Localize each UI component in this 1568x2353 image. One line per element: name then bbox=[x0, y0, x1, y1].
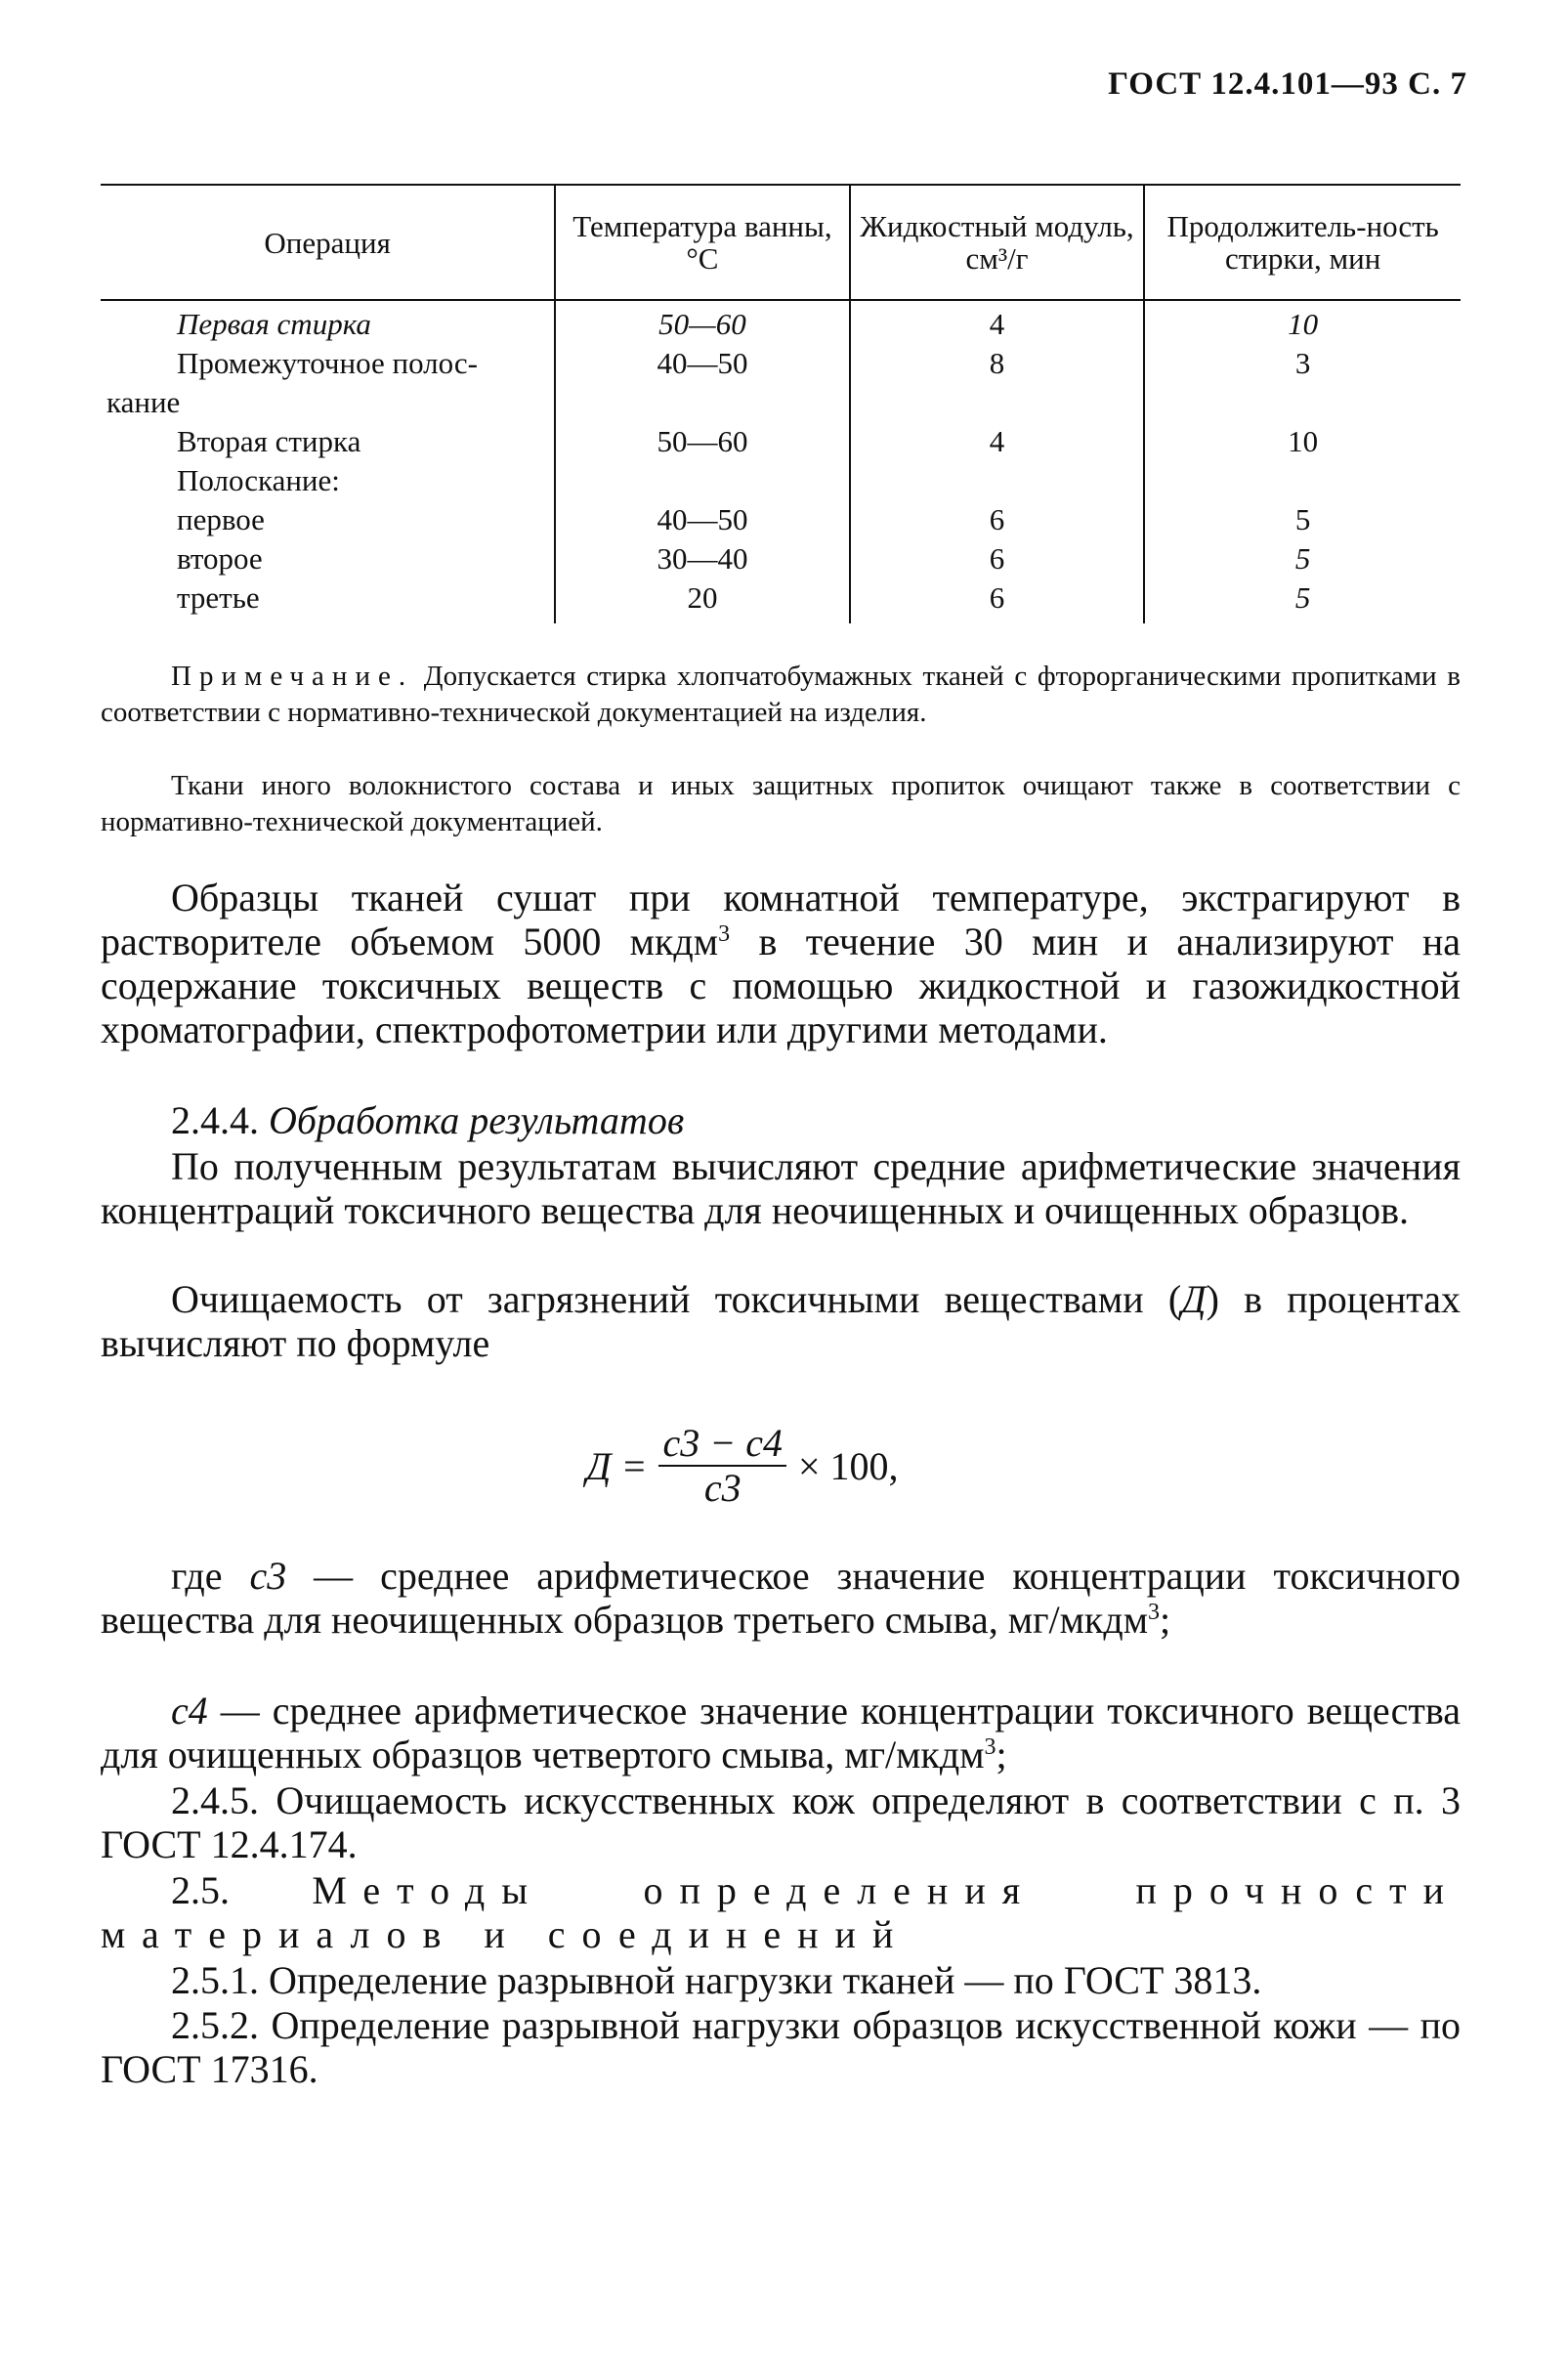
table-row bbox=[101, 300, 1461, 344]
where-c4: c4 — среднее арифметическое значение концентрации токсичного вещества для очищенных образцов четвертого смыва, мг/мкдм$^3$; bbox=[101, 1689, 1461, 1776]
cell-module: 6 bbox=[850, 500, 1145, 539]
page-header: ГОСТ 12.4.101—93 С. 7 bbox=[1108, 66, 1467, 102]
cell-module: 4 bbox=[850, 422, 1145, 461]
section-2-5-2: 2.5.2. Определение разрывной нагрузки образцов искусственной кожи — по ГОСТ 17316. bbox=[101, 2003, 1461, 2091]
cell-duration: 3 bbox=[1144, 344, 1461, 422]
note-2: Ткани иного волокнистого состава и иных защитных пропиток очищают также в соответствии с нормативно-технической документацией. bbox=[101, 770, 1461, 837]
cell-operation: Первая стирка bbox=[177, 307, 371, 341]
table-row bbox=[101, 422, 1461, 461]
cell-operation: второе bbox=[177, 541, 263, 576]
table-row bbox=[101, 344, 1461, 422]
section-2-5-heading: 2.5. Методы определения прочности материалов и соединений bbox=[101, 1868, 1461, 1956]
washing-table bbox=[101, 184, 1461, 623]
where-c3: где c3 — среднее арифметическое значение концентрации токсичного вещества для неочищенных образцов третьего смыва, мг/мкдм$^3$; bbox=[101, 1554, 1461, 1642]
cell-temperature: 20 bbox=[555, 578, 849, 623]
cell-module: 8 bbox=[850, 344, 1145, 422]
section-2-4-5: 2.4.5. Очищаемость искусственных кож определяют в соответствии с п. 3 ГОСТ 12.4.174. bbox=[101, 1778, 1461, 1866]
cell-operation: Полоскание: bbox=[177, 463, 340, 497]
cell-operation: Вторая стирка bbox=[177, 424, 361, 458]
cell-temperature: 40—50 bbox=[555, 500, 849, 539]
cell-temperature bbox=[555, 461, 849, 500]
section-2-5-1: 2.5.1. Определение разрывной нагрузки тканей — по ГОСТ 3813. bbox=[171, 1958, 1262, 2002]
cell-duration bbox=[1144, 461, 1461, 500]
cell-duration: 10 bbox=[1144, 300, 1461, 344]
table-row bbox=[101, 539, 1461, 578]
cleanability-formula bbox=[586, 1422, 899, 1510]
cell-duration: 5 bbox=[1144, 539, 1461, 578]
table-header-row bbox=[101, 185, 1461, 300]
table-row bbox=[101, 578, 1461, 623]
note-label: Примечание. bbox=[171, 661, 414, 692]
cell-duration: 10 bbox=[1144, 422, 1461, 461]
col-operation: Операция bbox=[101, 185, 555, 300]
paragraph-drying: Образцы тканей сушат при комнатной температуре, экстрагируют в растворителе объемом 5000 мкдм$^3$ в течение 30 мин и анализируют на содержание токсичных веществ с помощью жидкостной и газожидкостной хроматографии, спектрофотометрии или другими методами. bbox=[101, 876, 1461, 1051]
cell-temperature: 40—50 bbox=[555, 344, 849, 422]
table-row bbox=[101, 500, 1461, 539]
formula-rhs: × 100, bbox=[797, 1443, 899, 1488]
cell-temperature: 50—60 bbox=[555, 300, 849, 344]
cell-module: 6 bbox=[850, 578, 1145, 623]
col-liquid-module: Жидкостный модуль, см³/г bbox=[850, 185, 1145, 300]
cell-temperature: 30—40 bbox=[555, 539, 849, 578]
paragraph-results: По полученным результатам вычисляют средние арифметические значения концентраций токсичного вещества для неочищенных и очищенных образцов. bbox=[101, 1144, 1461, 1232]
note-1-text: Допускается стирка хлопчатобумажных тканей с фторорганическими пропитками в соответствии с нормативно-технической документацией на изделия. bbox=[101, 661, 1461, 728]
col-duration: Продолжитель-ность стирки, мин bbox=[1144, 185, 1461, 300]
cell-operation: первое bbox=[177, 502, 265, 536]
formula-lhs: Д = bbox=[586, 1443, 648, 1488]
cell-duration: 5 bbox=[1144, 578, 1461, 623]
formula-numerator: c3 − c4 bbox=[658, 1422, 786, 1467]
table-row bbox=[101, 461, 1461, 500]
cell-operation: третье bbox=[177, 580, 260, 615]
section-2-4-4-heading: 2.4.4. Обработка результатов bbox=[171, 1098, 685, 1142]
paragraph-formula-intro: Очищаемость от загрязнений токсичными веществами (Д) в процентах вычисляют по формуле bbox=[101, 1277, 1461, 1365]
cell-module bbox=[850, 461, 1145, 500]
cell-duration: 5 bbox=[1144, 500, 1461, 539]
formula-denominator: c3 bbox=[703, 1466, 742, 1510]
note-1 bbox=[101, 659, 1461, 731]
col-temperature: Температура ванны, °С bbox=[555, 185, 849, 300]
cell-operation: Промежуточное полос- кание bbox=[106, 346, 479, 419]
cell-temperature: 50—60 bbox=[555, 422, 849, 461]
formula-fraction bbox=[658, 1422, 786, 1510]
cell-module: 6 bbox=[850, 539, 1145, 578]
cell-module: 4 bbox=[850, 300, 1145, 344]
